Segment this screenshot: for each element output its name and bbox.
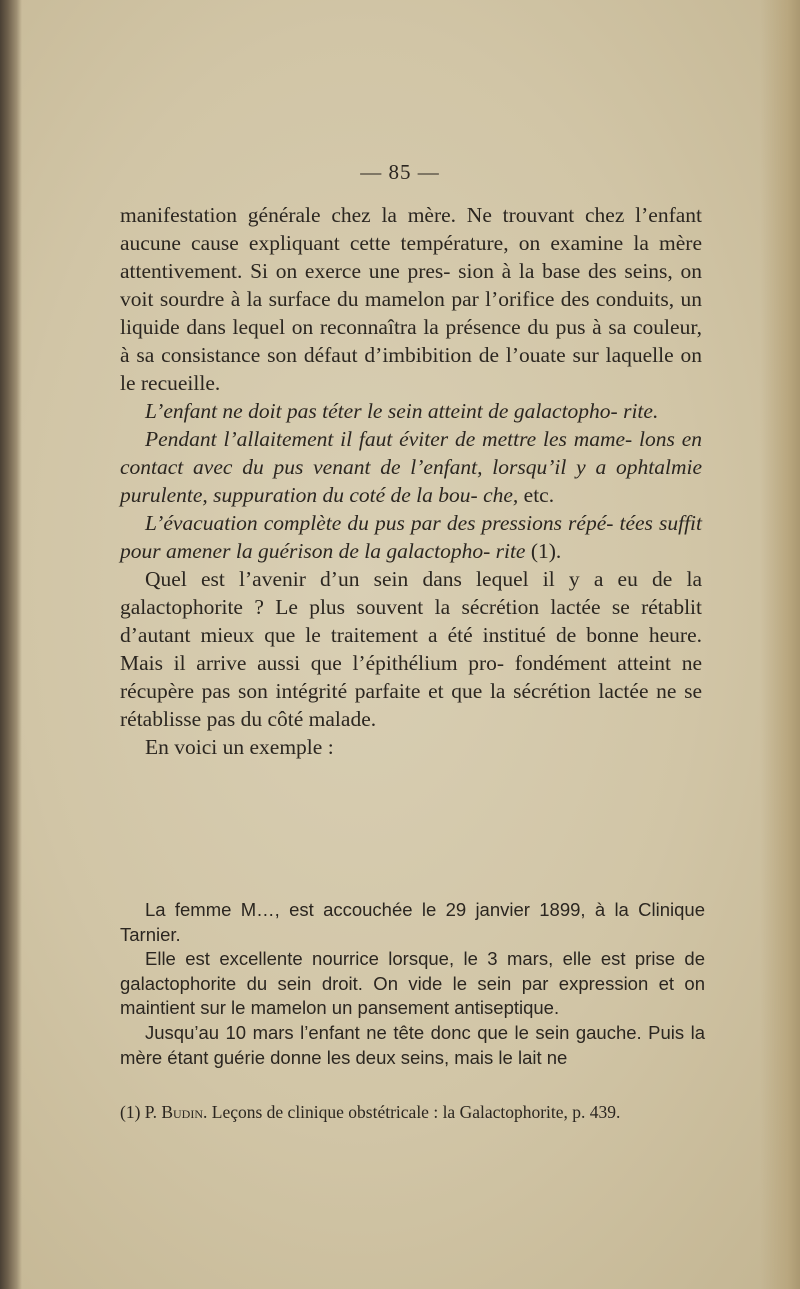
paragraph-4 xyxy=(120,509,702,565)
page-number: — 85 — xyxy=(360,160,440,184)
footnote xyxy=(120,1100,705,1124)
paragraph-4-tail: (1). xyxy=(530,539,562,563)
book-binding-shadow xyxy=(0,0,22,1289)
footnote-marker: (1) P. xyxy=(120,1102,157,1122)
paragraph-6: En voici un exemple : xyxy=(145,735,334,759)
page-edge-shadow xyxy=(760,0,800,1289)
case-paragraph-3: Jusqu’au 10 mars l’enfant ne tête donc que le sein gauche. Puis la mère étant guérie donne les deux seins, mais le lait ne xyxy=(120,1021,705,1068)
paragraph-3-italic: Pendant l’allaitement il faut éviter de mettre les mame- lons en contact avec du pus venant de l’enfant, lorsqu’il y a ophtalmie purulente, suppuration du coté de la bou- che, xyxy=(120,427,702,507)
case-paragraph-1: La femme M…, est accouchée le 29 janvier 1899, à la Clinique Tarnier. xyxy=(120,899,705,945)
paragraph-5: Quel est l’avenir d’un sein dans lequel il y a eu de la galactophorite ? Le plus souvent la sécrétion lactée se rétablit d’autant mieux que le traitement a été institué de bonne heure. Mais il arrive aussi que l’épithélium pro- fondément atteint ne récupère pas son intégrité parfaite et que la sécrétion lactée ne se rétablisse pas du côté malade. xyxy=(120,567,702,731)
case-paragraph-2: Elle est excellente nourrice lorsque, le 3 mars, elle est prise de galactophorite du sein droit. On vide le sein par expression et on maintient sur le mamelon un pansement antiseptique. xyxy=(120,948,705,1019)
main-text xyxy=(120,201,702,761)
paragraph-2: L’enfant ne doit pas téter le sein atteint de galactopho- rite. xyxy=(145,399,659,423)
paragraph-3-tail: etc. xyxy=(523,483,555,507)
footnote-author: Budin xyxy=(161,1102,203,1122)
paragraph-1: manifestation générale chez la mère. Ne trouvant chez l’enfant aucune cause expliquant cette température, on examine la mère attentivement. Si on exerce une pres- sion à la base des seins, on voit sourdre à la surface du mamelon par l’orifice des conduits, un liquide dans lequel on reconnaîtra la présence du pus à sa couleur, à sa consistance son défaut d’imbibition de l’ouate sur laquelle on le recueille. xyxy=(120,203,702,395)
footnote-text: . Leçons de clinique obstétricale : la Galactophorite, p. 439. xyxy=(203,1102,621,1122)
case-report xyxy=(120,898,705,1070)
paragraph-3 xyxy=(120,425,702,509)
paragraph-4-italic: L’évacuation complète du pus par des pressions répé- tées suffit pour amener la guérison de la galactopho- rite xyxy=(120,511,702,563)
